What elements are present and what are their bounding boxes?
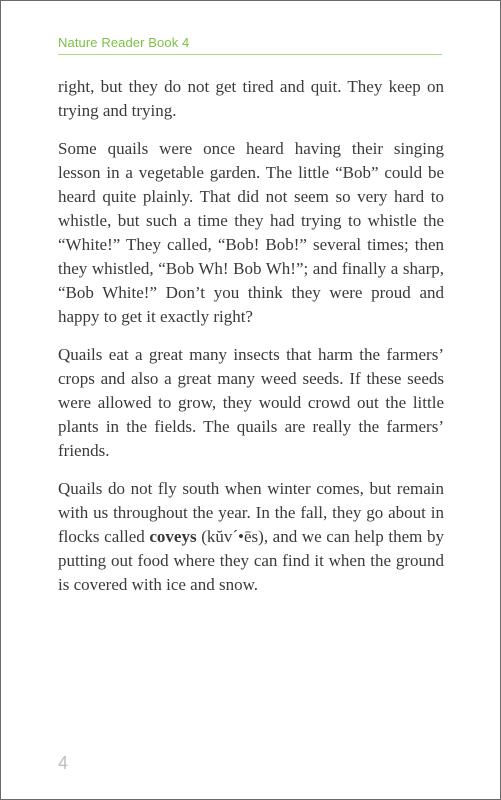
running-head-title: Nature Reader Book 4 xyxy=(58,35,190,50)
paragraph-4 xyxy=(58,477,444,597)
page-number: 4 xyxy=(58,753,69,773)
vocabulary-term: coveys xyxy=(149,527,197,546)
paragraph-4-after-term: , and we can help them by putting out food where they can find it when the ground is covered with ice and snow. xyxy=(58,527,444,594)
header-rule xyxy=(58,54,442,55)
pronunciation-guide: (kŭv´•ēs) xyxy=(196,527,264,546)
paragraph-3: Quails eat a great many insects that harm the farmers’ crops and also a great many weed seeds. If these seeds were allowed to grow, they would crowd out the little plants in the fields. The quails are really the farmers’ friends. xyxy=(58,345,444,460)
body-text xyxy=(58,75,444,611)
paragraph-4-before-term: Quails do not fly south when winter comes, but remain with us throughout the year. In the fall, they go about in flocks called xyxy=(58,479,444,546)
paragraph-1: right, but they do not get tired and quit. They keep on trying and trying. xyxy=(58,77,444,120)
paragraph-2: Some quails were once heard having their singing lesson in a vegetable garden. The little “Bob” could be heard quite plainly. That did not seem so very hard to whistle, but such a time they had trying to whistle the “White!” They called, “Bob! Bob!” several times; then they whistled, “Bob Wh! Bob Wh!”; and finally a sharp, “Bob White!” Don’t you think they were proud and happy to get it exactly right? xyxy=(58,139,444,326)
